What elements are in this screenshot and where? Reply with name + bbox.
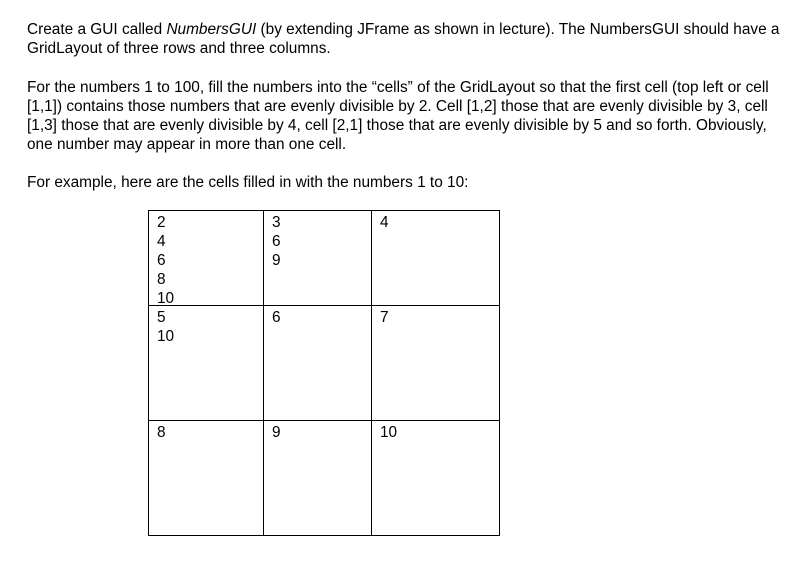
instruction-paragraph-2: For the numbers 1 to 100, fill the numbers into the “cells” of the GridLayout so that the first cell (top left or cell [1,1]) contains those numbers that are evenly divisible by 2. Cell [1,2] those that are evenly divisible by 3, cell [1,3] those that are evenly divisible by 4, cell [2,1] those that are evenly divisible by 5 and so forth. Obviously, one number may appear in more than one cell.	[27, 79, 769, 153]
grid-cell-1-2	[264, 211, 372, 306]
grid-cell-1-1	[149, 211, 264, 306]
class-name-emphasis: NumbersGUI	[166, 21, 257, 38]
example-grid-table	[148, 210, 500, 536]
cell-number: 6	[157, 252, 166, 269]
cell-number: 6	[272, 309, 281, 326]
cell-number: 8	[157, 424, 166, 441]
cell-number: 9	[272, 424, 281, 441]
grid-cell-2-2	[264, 306, 372, 421]
cell-number: 8	[157, 271, 166, 288]
cell-number: 9	[272, 252, 281, 269]
cell-number: 3	[272, 214, 281, 231]
grid-cell-2-3	[372, 306, 499, 421]
paragraph-1-rest: (by extending JFrame as shown in lecture). The NumbersGUI should have a GridLayout of three rows and three columns.	[27, 21, 780, 57]
grid-cell-3-3	[372, 421, 499, 535]
cell-number: 10	[157, 290, 175, 306]
cell-number: 4	[380, 214, 389, 231]
grid-cell-3-1	[149, 421, 264, 535]
grid-cell-3-2	[264, 421, 372, 535]
cell-number: 2	[157, 214, 166, 231]
cell-number: 10	[380, 424, 398, 441]
instruction-paragraph-3: For example, here are the cells filled in with the numbers 1 to 10:	[27, 174, 469, 191]
cell-number: 5	[157, 309, 166, 326]
grid-cell-1-3	[372, 211, 499, 306]
grid-cell-2-1	[149, 306, 264, 421]
cell-number: 6	[272, 233, 281, 250]
cell-number: 10	[157, 328, 175, 345]
cell-number: 4	[157, 233, 166, 250]
instruction-paragraph-1	[27, 20, 787, 58]
cell-number: 7	[380, 309, 389, 326]
paragraph-1-lead: Create a GUI called	[27, 21, 167, 38]
